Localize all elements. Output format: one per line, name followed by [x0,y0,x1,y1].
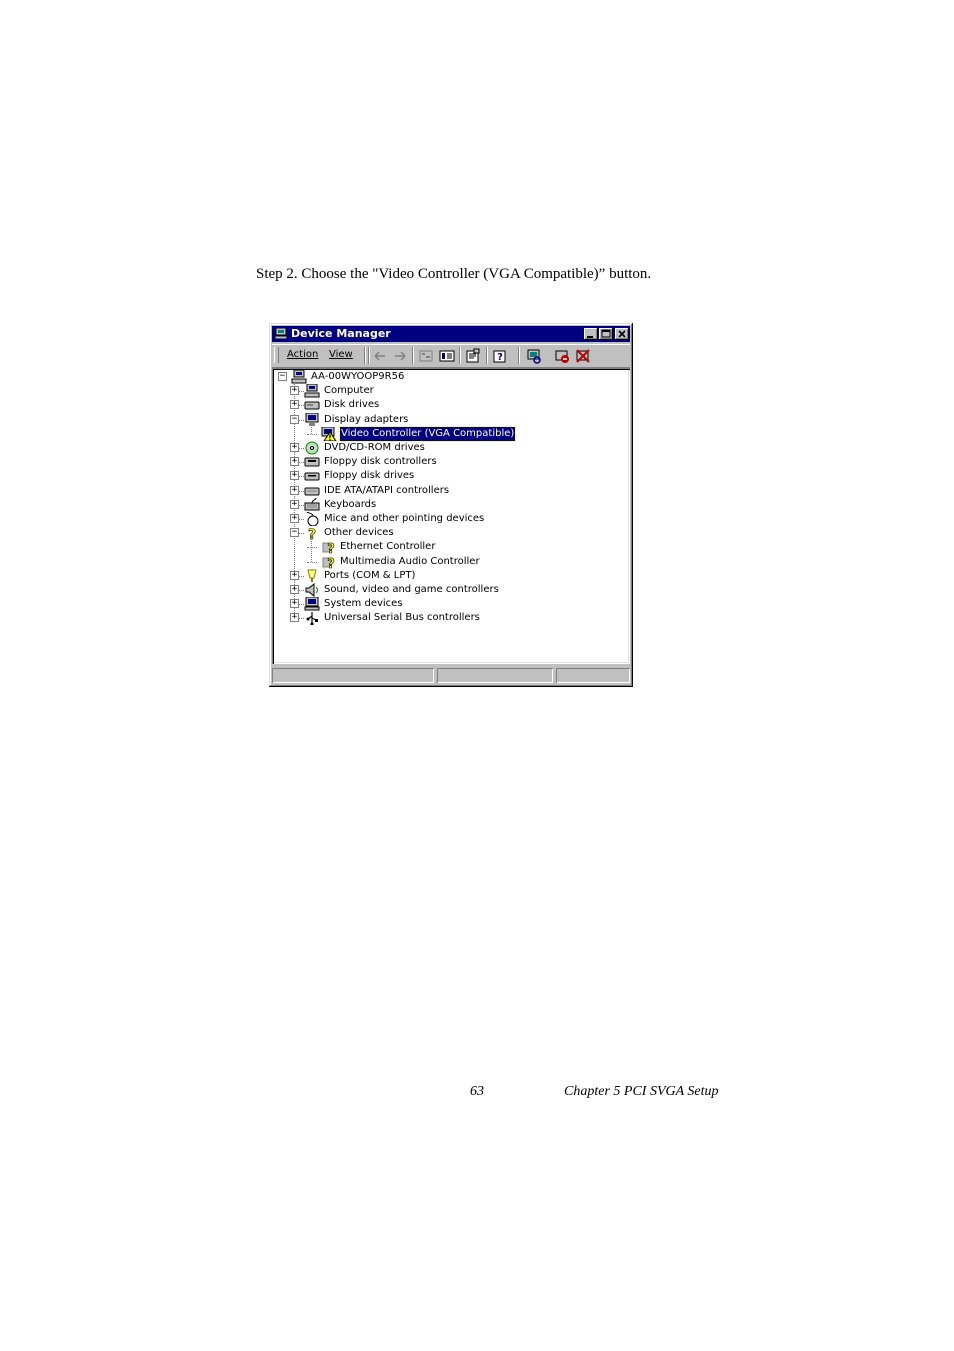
speaker-icon [304,583,320,597]
page-number: 63 [470,1084,484,1099]
scan-hardware-icon[interactable] [526,348,542,364]
mouse-icon [304,512,320,526]
svg-text:?: ? [327,556,335,569]
tree-item-label: Keyboards [324,498,377,510]
status-pane-2 [437,668,553,683]
cdrom-icon [304,441,320,455]
maximize-icon [599,328,613,340]
help-icon[interactable] [492,348,508,364]
disable-device-icon[interactable] [554,348,570,364]
tree-item-label: Universal Serial Bus controllers [324,612,480,624]
system-icon [304,597,320,611]
tree-item-label: Display adapters [324,413,409,425]
status-pane-3 [556,668,630,683]
usb-icon [304,611,320,625]
tree-item-label: Multimedia Audio Controller [340,555,480,567]
tree-item-label: Computer [324,385,374,397]
tree-line [311,535,312,561]
uninstall-device-icon[interactable] [575,348,591,364]
svg-text:!: ! [328,433,332,441]
list-view-icon[interactable] [439,348,455,364]
window-title: Device Manager [291,327,391,340]
toolbar-separator [518,347,520,364]
tree-item-label: Sound, video and game controllers [324,584,499,595]
question-icon [304,526,320,540]
floppy-controller-icon [304,455,320,469]
question-device-icon [321,555,337,569]
minimize-button[interactable] [584,328,598,340]
tree-item-label: Floppy disk drives [324,470,415,482]
svg-text:?: ? [307,527,317,541]
tree-item-label: IDE ATA/ATAPI controllers [324,484,450,496]
tree-line [307,547,317,548]
minimize-icon [584,328,598,340]
toolbar-separator [368,347,370,364]
expand-toggle[interactable]: + [291,598,298,609]
expand-toggle[interactable]: + [291,470,298,481]
port-icon [304,569,320,583]
svg-text:?: ? [497,352,503,363]
forward-arrow-icon[interactable] [392,348,408,364]
tree-line [307,562,317,563]
question-device-icon [321,540,337,554]
tree-item-label: DVD/CD-ROM drives [324,442,425,453]
device-manager-window [269,323,633,687]
properties-icon[interactable] [465,348,481,364]
expand-toggle[interactable]: + [291,385,298,396]
status-pane-1 [272,668,434,683]
svg-text:?: ? [327,542,335,555]
back-arrow-icon[interactable] [372,348,388,364]
expand-toggle[interactable]: + [291,442,298,452]
tree-item-label: Mice and other pointing devices [324,513,485,524]
toolbar-separator [412,347,414,364]
tree-view-icon[interactable] [418,348,434,364]
tree-root-label: AA-00WYOOP9R56 [311,371,405,382]
maximize-button[interactable] [599,328,613,340]
close-button[interactable] [615,328,629,340]
computer-icon [304,384,320,398]
expand-toggle[interactable]: + [291,569,298,580]
tree-item-label: Floppy disk controllers [324,456,437,468]
monitor-icon [304,413,320,427]
expand-toggle[interactable]: + [291,484,298,495]
close-icon [615,328,629,340]
tree-line [307,434,317,435]
expand-toggle[interactable]: + [291,498,298,509]
tree-item-label: Disk drives [324,399,380,411]
expand-toggle[interactable]: + [291,399,298,410]
menu-view[interactable]: View [329,349,353,360]
disk-drive-icon [304,398,320,412]
chapter-title: Chapter 5 PCI SVGA Setup [564,1084,719,1099]
toolbar-separator [486,347,488,364]
warning-device-icon [321,427,337,441]
collapse-toggle[interactable]: − [291,413,298,424]
tree-item-label: Ethernet Controller [340,541,436,553]
tree-item-label: System devices [324,598,403,610]
device-tree[interactable] [272,368,630,664]
expand-toggle[interactable]: + [291,513,298,523]
menu-grip [274,347,279,363]
selected-item-label: Video Controller (VGA Compatible) [341,427,515,439]
title-bar[interactable] [272,326,630,342]
toolbar-separator [364,347,366,364]
toolbar-separator [459,347,461,364]
tree-item-label: Ports (COM & LPT) [324,569,416,581]
expand-toggle[interactable]: + [291,584,298,594]
collapse-toggle[interactable]: − [279,371,286,381]
toolbar [272,344,630,368]
expand-toggle[interactable]: + [291,612,298,623]
collapse-toggle[interactable]: − [291,527,298,538]
tree-line [311,422,312,434]
keyboard-icon [304,498,320,512]
computer-icon [275,328,287,339]
floppy-drive-icon [304,469,320,483]
menu-action[interactable]: Action [287,349,319,360]
ide-controller-icon [304,484,320,498]
tree-item-label: Other devices [324,527,394,539]
expand-toggle[interactable]: + [291,456,298,467]
step-instruction: Step 2. Choose the "Video Controller (VGA Compatible)” button. [256,266,652,282]
